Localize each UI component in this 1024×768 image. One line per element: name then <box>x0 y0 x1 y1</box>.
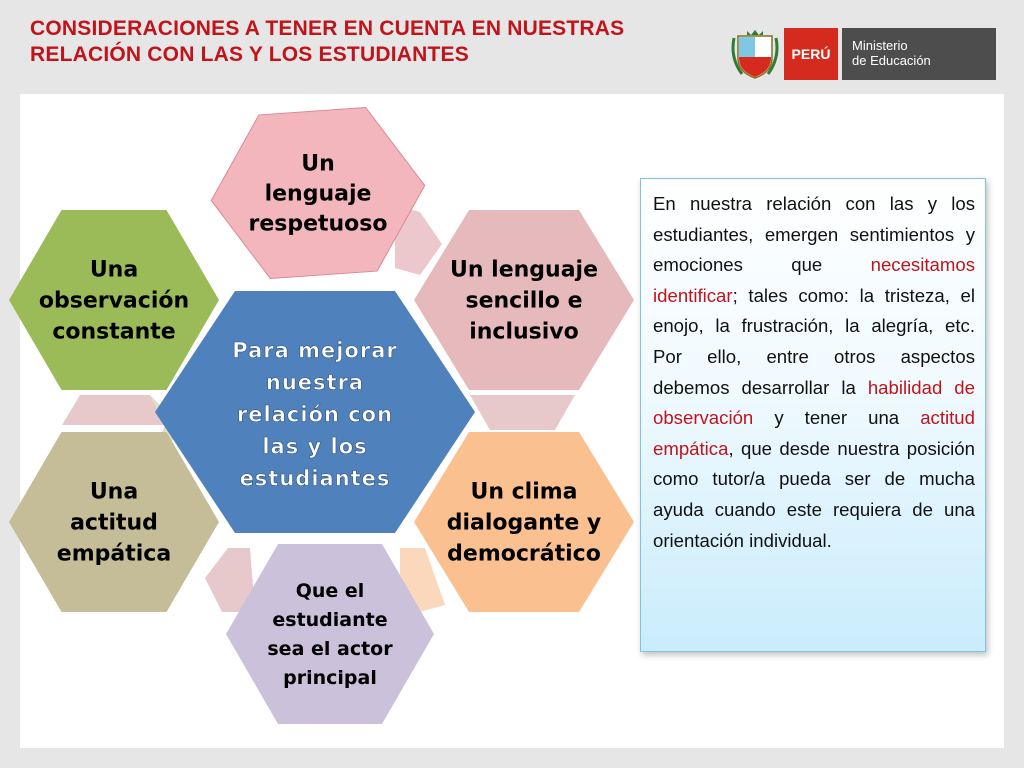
connector-left <box>62 395 165 425</box>
hex-text-line: las y los <box>262 434 368 459</box>
hex-text-line: lenguaje <box>264 181 372 207</box>
hex-text-line: empática <box>56 541 172 567</box>
hex-text-line: Una <box>89 479 139 505</box>
info-text: ; tales como: la tristeza, el enojo, la frustración, la alegría, etc. Por ello, entre otros aspectos debemos desarrollar la <box>653 284 975 398</box>
connector-right <box>470 395 575 430</box>
slide-title: CONSIDERACIONES A TENER EN CUENTA EN NUESTRAS RELACIÓN CON LAS Y LOS ESTUDIANTES <box>30 17 625 66</box>
hex-text-line: inclusivo <box>469 319 579 345</box>
hex-text-line: Un lenguaje <box>449 257 599 283</box>
hex-sencillo-label <box>450 258 598 345</box>
hex-text-line: actitud <box>70 510 158 536</box>
info-text-box <box>640 178 986 652</box>
hex-text-line: relación con <box>236 402 394 427</box>
hex-sencillo <box>414 210 634 390</box>
hex-text-line: Una <box>89 257 139 283</box>
info-text: y tener una <box>753 407 921 429</box>
hex-text-line: principal <box>283 667 377 690</box>
hex-text-line: observación <box>38 288 190 314</box>
hex-text-line: democrático <box>447 541 601 567</box>
info-highlight: actitud empática <box>653 407 975 459</box>
hex-text-line: estudiantes <box>239 466 391 491</box>
ministry-line1: Ministerio <box>852 38 908 53</box>
hex-text-line: Que el <box>295 580 365 603</box>
info-text: En nuestra relación con las y los estudiantes, emergen sentimientos y emociones que <box>653 193 975 276</box>
info-highlight: habilidad de observación <box>653 376 975 429</box>
peru-label: PERÚ <box>784 28 838 80</box>
hex-text-line: dialogante y <box>446 510 602 536</box>
hex-text-line: sea el actor <box>267 638 393 661</box>
info-text: , que desde nuestra posición como tutor/a pueda ser de mucha ayuda cuando este requiera de una orientación individual. <box>653 437 975 551</box>
hex-text-line: Un <box>301 151 335 177</box>
hex-text-line: Para mejorar <box>232 338 398 363</box>
hex-text-line: nuestra <box>265 370 365 395</box>
hex-text-line: sencillo e <box>465 288 583 314</box>
hex-text-line: respetuoso <box>248 211 388 237</box>
hex-dialogante <box>414 432 634 612</box>
hex-center-label <box>232 338 397 490</box>
hex-text-line: Un clima <box>470 479 578 505</box>
ministry-line2: de Educación <box>852 53 931 68</box>
hex-text-line: estudiante <box>272 609 388 632</box>
info-highlight: necesitamos identificar <box>653 254 975 306</box>
hex-text-line: constante <box>52 319 176 345</box>
